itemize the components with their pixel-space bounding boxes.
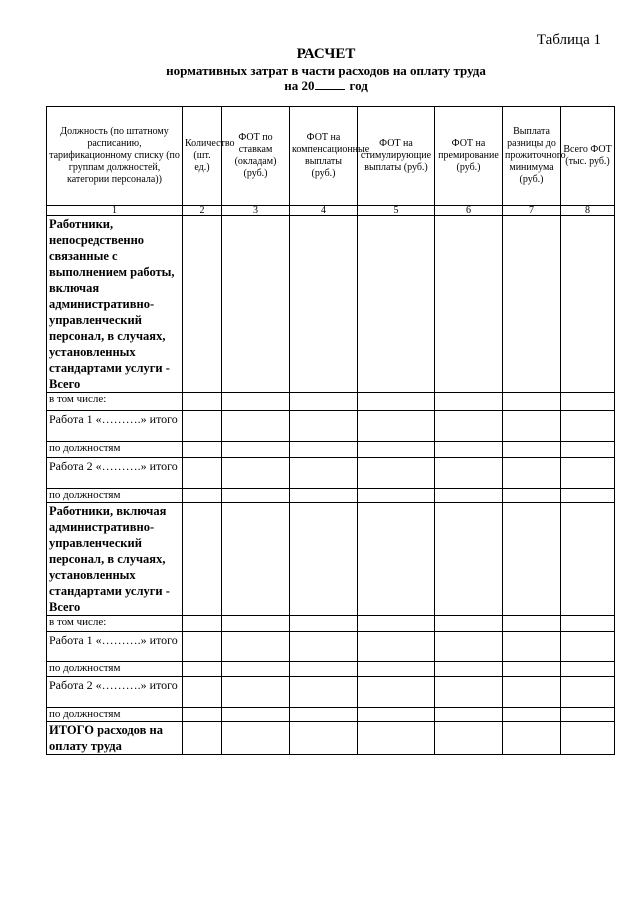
row-label: в том числе: bbox=[47, 393, 183, 411]
data-cell bbox=[222, 393, 290, 411]
data-cell bbox=[435, 722, 503, 755]
header-cell: ФОТ по ставкам (окладам) (руб.) bbox=[222, 107, 290, 206]
data-cell bbox=[290, 722, 358, 755]
data-cell bbox=[561, 489, 615, 503]
data-cell bbox=[358, 722, 435, 755]
data-cell bbox=[183, 722, 222, 755]
data-cell bbox=[503, 616, 561, 632]
data-cell bbox=[183, 458, 222, 489]
data-cell bbox=[561, 677, 615, 708]
data-cell bbox=[290, 489, 358, 503]
data-cell bbox=[561, 708, 615, 722]
document-header bbox=[40, 46, 612, 93]
data-cell bbox=[503, 393, 561, 411]
year-blank bbox=[315, 78, 345, 90]
data-cell bbox=[290, 442, 358, 458]
data-cell bbox=[561, 442, 615, 458]
row-label: Работники, включая административно-управленческий персонал, в случаях, установленных стандартами услуги - Всего bbox=[47, 503, 183, 616]
data-cell bbox=[290, 503, 358, 616]
column-number-row bbox=[47, 206, 615, 216]
header-cell: Всего ФОТ (тыс. руб.) bbox=[561, 107, 615, 206]
data-cell bbox=[290, 458, 358, 489]
data-cell bbox=[222, 216, 290, 393]
data-cell bbox=[435, 503, 503, 616]
table-row bbox=[47, 503, 615, 616]
data-cell bbox=[435, 458, 503, 489]
data-cell bbox=[435, 442, 503, 458]
data-cell bbox=[183, 489, 222, 503]
data-cell bbox=[561, 216, 615, 393]
data-cell bbox=[290, 662, 358, 677]
column-number: 1 bbox=[47, 206, 183, 216]
data-cell bbox=[503, 708, 561, 722]
column-number: 6 bbox=[435, 206, 503, 216]
header-cell: Должность (по штатному расписанию, тарификационному списку (по группам должностей, категории персонала)) bbox=[47, 107, 183, 206]
table-row bbox=[47, 616, 615, 632]
table-row bbox=[47, 677, 615, 708]
data-cell bbox=[183, 632, 222, 662]
header-cell: ФОТ на стимулирующие выплаты (руб.) bbox=[358, 107, 435, 206]
header-cell: ФОТ на компенсационные выплаты (руб.) bbox=[290, 107, 358, 206]
data-cell bbox=[561, 458, 615, 489]
data-cell bbox=[561, 411, 615, 442]
data-cell bbox=[358, 442, 435, 458]
data-cell bbox=[435, 616, 503, 632]
period-suffix: год bbox=[349, 78, 368, 93]
data-cell bbox=[435, 216, 503, 393]
table-row bbox=[47, 216, 615, 393]
header-cell: ФОТ на премирование (руб.) bbox=[435, 107, 503, 206]
data-cell bbox=[561, 722, 615, 755]
data-cell bbox=[183, 616, 222, 632]
data-cell bbox=[290, 616, 358, 632]
data-cell bbox=[290, 708, 358, 722]
document-title: РАСЧЕТ bbox=[296, 46, 356, 62]
data-cell bbox=[358, 216, 435, 393]
data-cell bbox=[358, 662, 435, 677]
row-label: Работа 1 «……….» итого bbox=[47, 411, 183, 442]
data-cell bbox=[358, 708, 435, 722]
table-row bbox=[47, 708, 615, 722]
data-cell bbox=[222, 616, 290, 632]
row-label: Работа 2 «……….» итого bbox=[47, 458, 183, 489]
column-number: 2 bbox=[183, 206, 222, 216]
data-cell bbox=[358, 503, 435, 616]
data-cell bbox=[222, 708, 290, 722]
data-cell bbox=[561, 503, 615, 616]
payroll-calculation-table bbox=[46, 106, 615, 755]
column-number: 7 bbox=[503, 206, 561, 216]
table-row bbox=[47, 393, 615, 411]
data-cell bbox=[503, 458, 561, 489]
data-cell bbox=[222, 677, 290, 708]
data-cell bbox=[561, 616, 615, 632]
period-line bbox=[40, 78, 612, 93]
data-cell bbox=[503, 489, 561, 503]
document-subtitle: нормативных затрат в части расходов на оплату труда bbox=[166, 63, 486, 78]
column-number: 3 bbox=[222, 206, 290, 216]
table-row bbox=[47, 662, 615, 677]
data-cell bbox=[183, 393, 222, 411]
data-cell bbox=[290, 632, 358, 662]
table-row bbox=[47, 722, 615, 755]
data-cell bbox=[222, 503, 290, 616]
data-cell bbox=[222, 442, 290, 458]
row-label: по должностям bbox=[47, 442, 183, 458]
data-cell bbox=[290, 216, 358, 393]
data-cell bbox=[503, 503, 561, 616]
data-cell bbox=[435, 489, 503, 503]
data-cell bbox=[503, 632, 561, 662]
data-cell bbox=[358, 393, 435, 411]
data-cell bbox=[503, 216, 561, 393]
table-number-label: Таблица 1 bbox=[536, 32, 601, 48]
data-cell bbox=[358, 458, 435, 489]
data-cell bbox=[435, 393, 503, 411]
table-row bbox=[47, 411, 615, 442]
data-cell bbox=[435, 708, 503, 722]
row-label: в том числе: bbox=[47, 616, 183, 632]
column-number: 8 bbox=[561, 206, 615, 216]
data-cell bbox=[503, 677, 561, 708]
period-prefix: на 20 bbox=[284, 78, 315, 93]
column-number: 4 bbox=[290, 206, 358, 216]
data-cell bbox=[561, 632, 615, 662]
row-label: Работа 1 «……….» итого bbox=[47, 632, 183, 662]
data-cell bbox=[222, 632, 290, 662]
header-cell: Выплата разницы до прожиточного минимума (руб.) bbox=[503, 107, 561, 206]
row-label: по должностям bbox=[47, 489, 183, 503]
data-cell bbox=[222, 722, 290, 755]
data-cell bbox=[503, 442, 561, 458]
table-row bbox=[47, 632, 615, 662]
data-cell bbox=[358, 411, 435, 442]
data-cell bbox=[503, 722, 561, 755]
column-number: 5 bbox=[358, 206, 435, 216]
data-cell bbox=[561, 662, 615, 677]
data-cell bbox=[503, 662, 561, 677]
data-cell bbox=[183, 442, 222, 458]
header-cell: Количество (шт. ед.) bbox=[183, 107, 222, 206]
data-cell bbox=[435, 411, 503, 442]
data-cell bbox=[183, 216, 222, 393]
row-label: Работники, непосредственно связанные с выполнением работы, включая административно-управленческий персонал, в случаях, установленных стандартами услуги - Всего bbox=[47, 216, 183, 393]
data-cell bbox=[222, 411, 290, 442]
row-label: по должностям bbox=[47, 708, 183, 722]
data-cell bbox=[358, 489, 435, 503]
data-cell bbox=[290, 393, 358, 411]
data-cell bbox=[183, 708, 222, 722]
data-cell bbox=[290, 677, 358, 708]
data-cell bbox=[503, 411, 561, 442]
table-row bbox=[47, 458, 615, 489]
row-label: ИТОГО расходов на оплату труда bbox=[47, 722, 183, 755]
data-cell bbox=[222, 662, 290, 677]
row-label: по должностям bbox=[47, 662, 183, 677]
data-cell bbox=[358, 632, 435, 662]
data-cell bbox=[358, 677, 435, 708]
data-cell bbox=[435, 662, 503, 677]
data-cell bbox=[358, 616, 435, 632]
header-row bbox=[47, 107, 615, 206]
data-cell bbox=[222, 489, 290, 503]
data-cell bbox=[435, 677, 503, 708]
data-cell bbox=[183, 677, 222, 708]
data-cell bbox=[290, 411, 358, 442]
data-cell bbox=[561, 393, 615, 411]
row-label: Работа 2 «……….» итого bbox=[47, 677, 183, 708]
table-row bbox=[47, 489, 615, 503]
table-row bbox=[47, 442, 615, 458]
data-cell bbox=[435, 632, 503, 662]
data-cell bbox=[183, 411, 222, 442]
data-cell bbox=[183, 503, 222, 616]
data-cell bbox=[183, 662, 222, 677]
data-cell bbox=[222, 458, 290, 489]
